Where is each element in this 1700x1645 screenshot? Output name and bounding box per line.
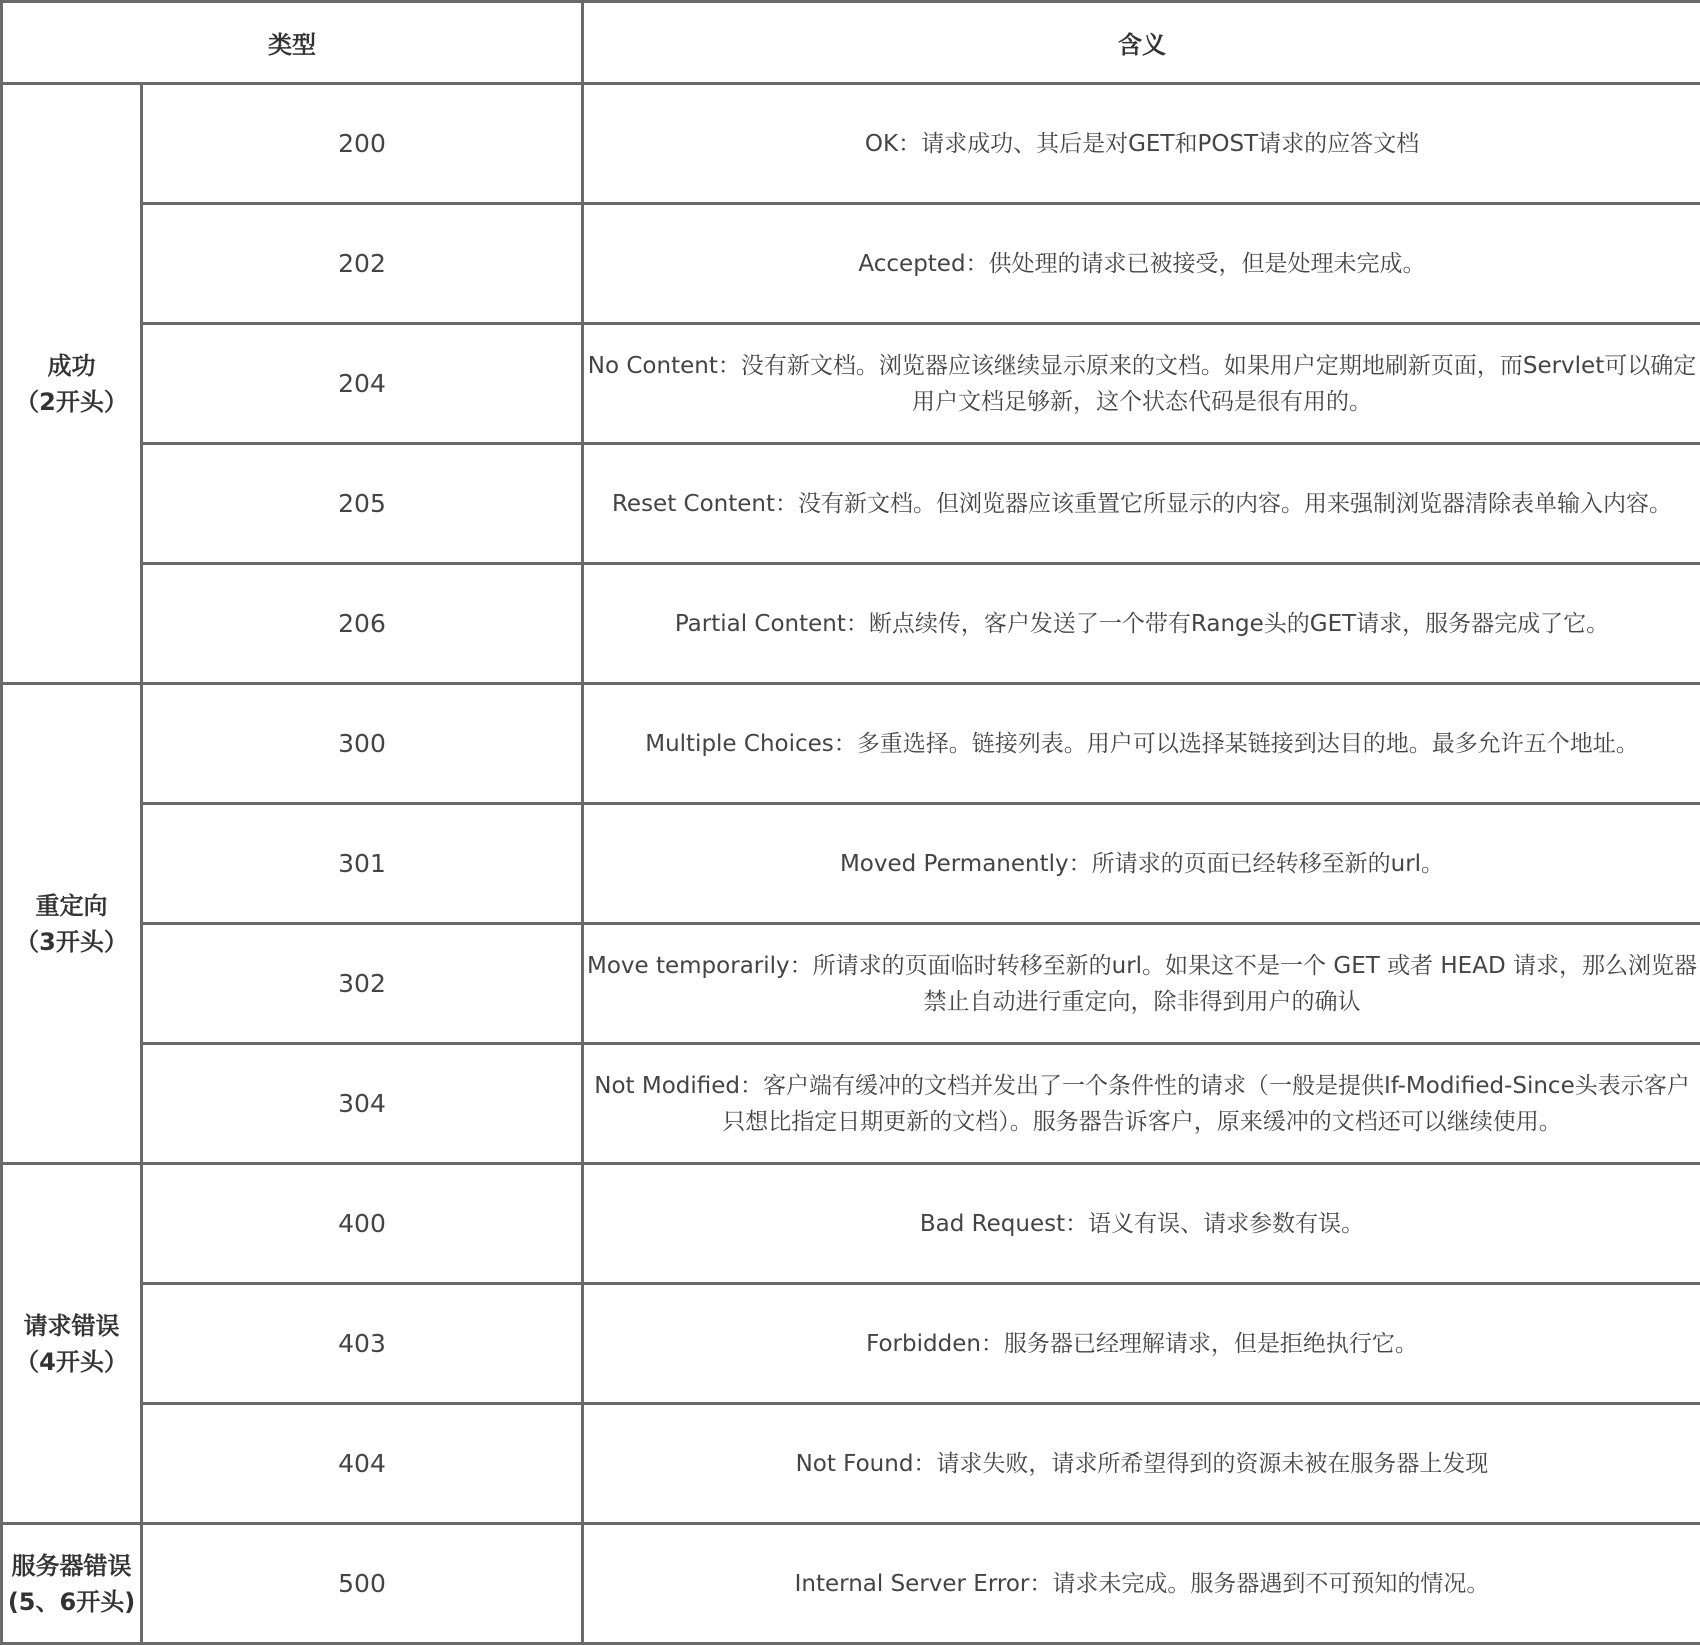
- status-meaning-cell: No Content：没有新文档。浏览器应该继续显示原来的文档。如果用户定期地刷新页面，而Servlet可以确定用户文档足够新，这个状态代码是很有用的。: [583, 324, 1700, 444]
- table-row: [2, 564, 1700, 684]
- status-meaning-cell: Moved Permanently：所请求的页面已经转移至新的url。: [583, 804, 1700, 924]
- status-meaning-cell: OK：请求成功、其后是对GET和POST请求的应答文档: [583, 84, 1700, 204]
- table-row: [2, 204, 1700, 324]
- status-meaning-cell: Forbidden：服务器已经理解请求，但是拒绝执行它。: [583, 1284, 1700, 1404]
- table-row: [2, 1404, 1700, 1524]
- table-row: [2, 804, 1700, 924]
- table-row: [2, 1164, 1700, 1284]
- status-meaning-cell: Not Modified：客户端有缓冲的文档并发出了一个条件性的请求（一般是提供If-Modified-Since头表示客户只想比指定日期更新的文档）。服务器告诉客户，原来缓冲的文档还可以继续使用。: [583, 1044, 1700, 1164]
- group-label: 服务器错误: [7, 1548, 136, 1584]
- group-sub: （2开头）: [7, 384, 136, 420]
- group-sub: （4开头）: [7, 1344, 136, 1380]
- status-code-cell: 300: [142, 684, 583, 804]
- table-row: [2, 1524, 1700, 1644]
- table-row: [2, 684, 1700, 804]
- group-label: 重定向: [7, 888, 136, 924]
- status-code-cell: 302: [142, 924, 583, 1044]
- status-code-cell: 403: [142, 1284, 583, 1404]
- status-meaning-cell: Internal Server Error：请求未完成。服务器遇到不可预知的情况。: [583, 1524, 1700, 1644]
- status-meaning-cell: Accepted：供处理的请求已被接受，但是处理未完成。: [583, 204, 1700, 324]
- table-row: [2, 324, 1700, 444]
- status-code-cell: 205: [142, 444, 583, 564]
- group-sub: (5、6开头): [7, 1584, 136, 1620]
- group-label: 成功: [7, 348, 136, 384]
- table-row: [2, 444, 1700, 564]
- status-meaning-cell: Move temporarily：所请求的页面临时转移至新的url。如果这不是一个 GET 或者 HEAD 请求，那么浏览器禁止自动进行重定向，除非得到用户的确认: [583, 924, 1700, 1044]
- table-row: [2, 1284, 1700, 1404]
- status-meaning-cell: Partial Content：断点续传，客户发送了一个带有Range头的GET请求，服务器完成了它。: [583, 564, 1700, 684]
- status-meaning-cell: Bad Request：语义有误、请求参数有误。: [583, 1164, 1700, 1284]
- header-meaning: 含义: [583, 2, 1700, 84]
- status-meaning-cell: Not Found：请求失败，请求所希望得到的资源未被在服务器上发现: [583, 1404, 1700, 1524]
- group-cell-server-error: [2, 1524, 142, 1644]
- status-code-cell: 301: [142, 804, 583, 924]
- status-code-cell: 404: [142, 1404, 583, 1524]
- status-code-cell: 500: [142, 1524, 583, 1644]
- group-label: 请求错误: [7, 1308, 136, 1344]
- table-header-row: [2, 2, 1700, 84]
- table-row: [2, 1044, 1700, 1164]
- status-code-cell: 204: [142, 324, 583, 444]
- status-meaning-cell: Multiple Choices：多重选择。链接列表。用户可以选择某链接到达目的地。最多允许五个地址。: [583, 684, 1700, 804]
- status-code-cell: 200: [142, 84, 583, 204]
- status-code-cell: 206: [142, 564, 583, 684]
- group-sub: （3开头）: [7, 924, 136, 960]
- status-meaning-cell: Reset Content：没有新文档。但浏览器应该重置它所显示的内容。用来强制浏览器清除表单输入内容。: [583, 444, 1700, 564]
- status-code-cell: 304: [142, 1044, 583, 1164]
- status-code-cell: 400: [142, 1164, 583, 1284]
- table-row: [2, 84, 1700, 204]
- header-type: 类型: [2, 2, 583, 84]
- status-code-cell: 202: [142, 204, 583, 324]
- group-cell-success: [2, 84, 142, 684]
- table-row: [2, 924, 1700, 1044]
- group-cell-client-error: [2, 1164, 142, 1524]
- group-cell-redirect: [2, 684, 142, 1164]
